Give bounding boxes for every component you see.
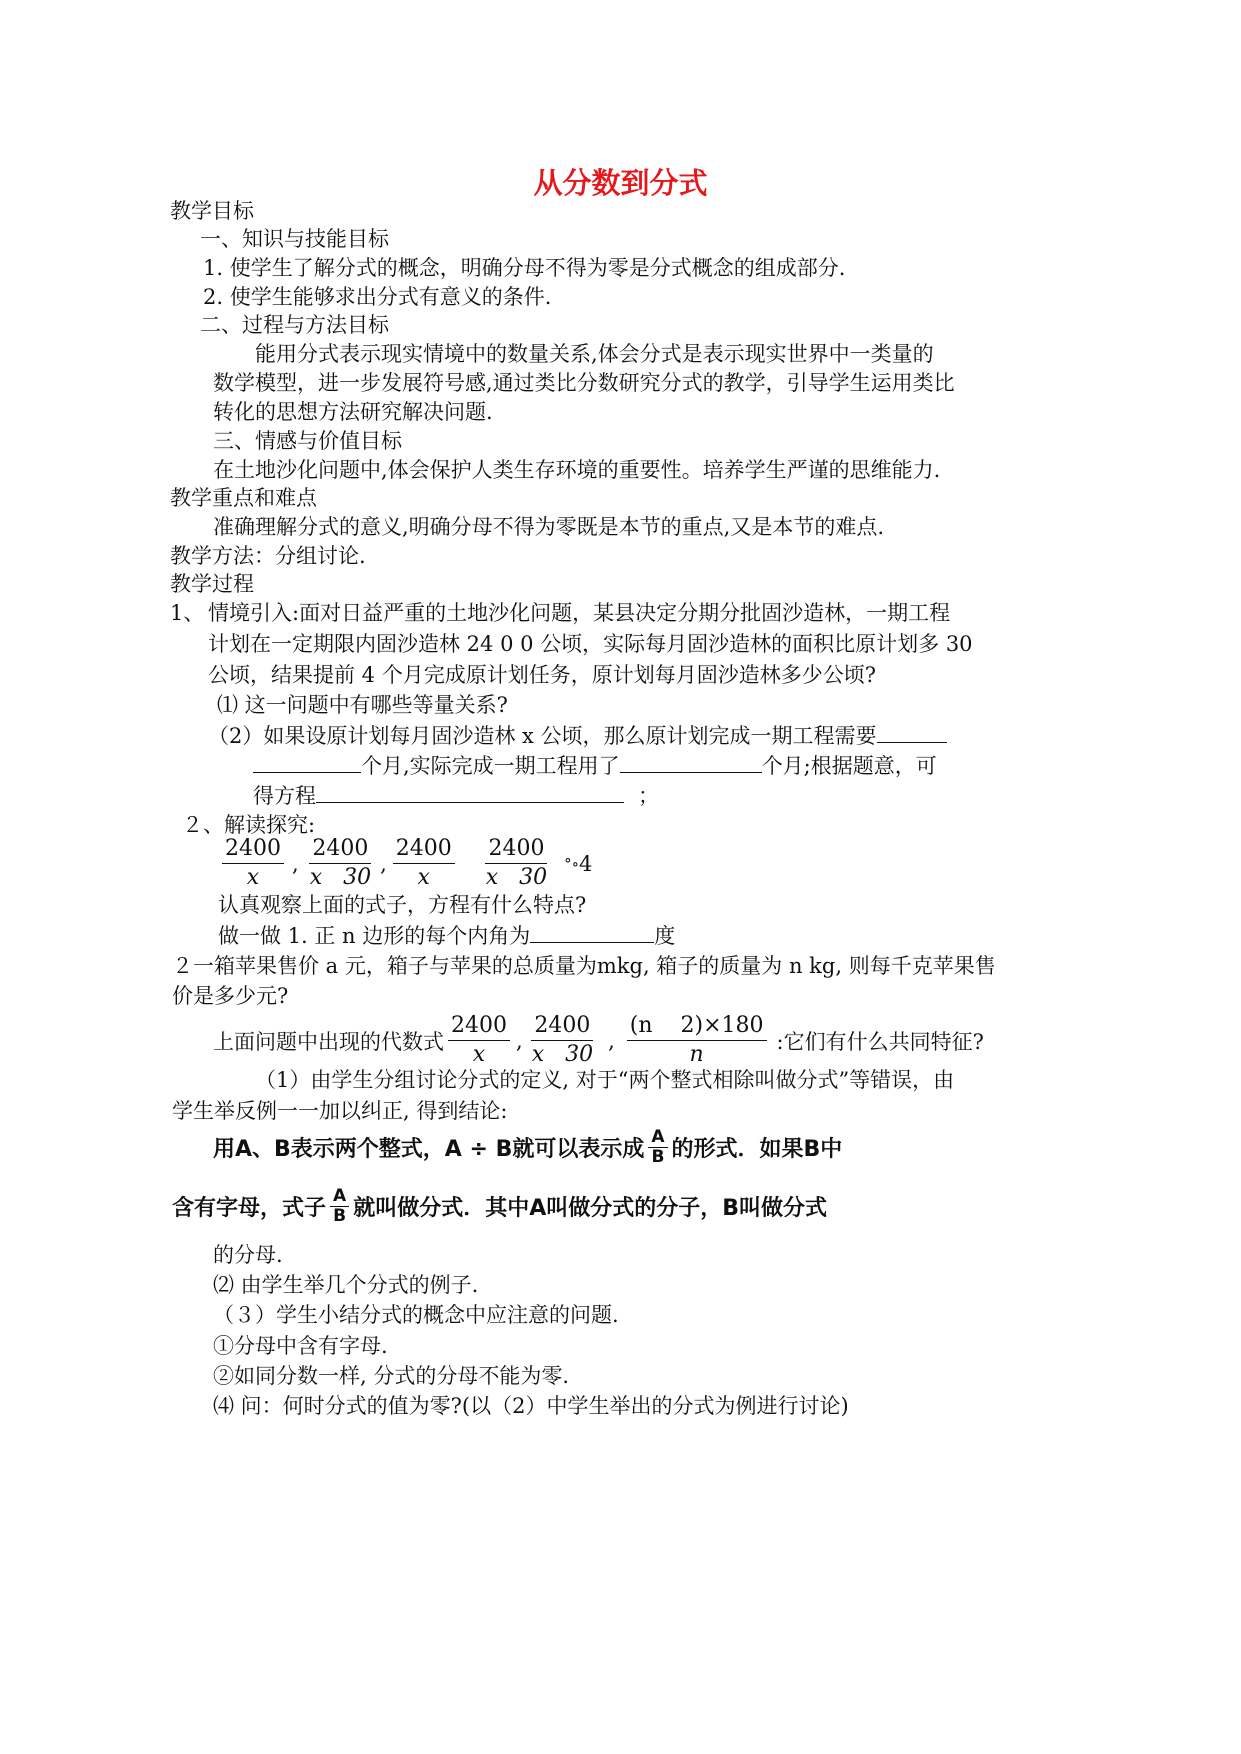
point-2: ⑵ 由学生举几个分式的例子. bbox=[213, 1273, 479, 1297]
question-2-text-a: 个月,实际完成一期工程用了 bbox=[361, 754, 620, 778]
discussion-line-2: 学生举反例一一加以纠正, 得到结论: bbox=[172, 1099, 508, 1123]
expression-fraction-1: $\frac{2400}{x}$ bbox=[448, 1012, 510, 1069]
question-1: ⑴ 这一问题中有哪些等量关系? bbox=[217, 693, 508, 717]
expression-row: 上面问题中出现的代数式 $\frac{2400}{x}$ , $\frac{2400}{x 30}$ , $\frac{(n 2)\times 180}{n}$ :它们有什么共同特征? bbox=[213, 1013, 984, 1067]
expression-fraction-3: $\frac{(n 2)\times 180}{n}$ bbox=[627, 1012, 767, 1069]
answer-blank-1b[interactable] bbox=[253, 750, 361, 773]
section-1-number: 1、 bbox=[170, 601, 205, 625]
concept-note-1: ①分母中含有字母. bbox=[213, 1334, 388, 1358]
fraction-3: $\frac{2400}{x}$ bbox=[393, 835, 455, 892]
definition-line-3: 的分母. bbox=[213, 1243, 283, 1267]
page-title: 从分数到分式 bbox=[533, 166, 708, 200]
definition-line-2: 含有字母，式子 $\frac{A}{B}$ 就叫做分式．其中A叫做分式的分子，B叫做分式 bbox=[172, 1186, 827, 1226]
scenario-line-2: 计划在一定期限内固沙造林 24 0 0 公顷，实际每月固沙造林的面积比原计划多 30 bbox=[208, 632, 973, 656]
focus-heading: 教学重点和难点 bbox=[170, 486, 317, 510]
scenario-line-3: 公顷，结果提前 4 个月完成原计划任务，原计划每月固沙造林多少公顷? bbox=[208, 663, 876, 687]
equation-blank[interactable] bbox=[316, 780, 624, 803]
knowledge-item-2: 2. 使学生能够求出分式有意义的条件. bbox=[203, 285, 552, 309]
question-2-line-3 bbox=[253, 780, 659, 811]
process-heading: 二、过程与方法目标 bbox=[200, 313, 389, 337]
point-3: （３）学生小结分式的概念中应注意的问题. bbox=[213, 1303, 619, 1327]
do-1: 做一做 1. 正 n 边形的每个内角为 度 bbox=[218, 920, 675, 951]
process-section-heading: 教学过程 bbox=[170, 572, 254, 596]
process-text-line-1: 能用分式表示现实情境中的数量关系,体会分式是表示现实世界中一类量的 bbox=[255, 342, 934, 366]
equation-row: $\frac{2400}{x}$ , $\frac{2400}{x 30}$ , $\frac{2400}{x}$ $\frac{2400}{x 30}$ °∘ 4 bbox=[218, 835, 592, 892]
discussion-line-1: （1）由学生分组讨论分式的定义, 对于“两个整式相除叫做分式”等错误，由 bbox=[255, 1068, 955, 1092]
question-2-text: （2）如果设原计划每月固沙造林 x 公顷，那么原计划完成一期工程需要 bbox=[208, 724, 877, 748]
emotion-heading: 三、情感与价值目标 bbox=[213, 429, 402, 453]
emotion-text: 在土地沙化问题中,体会保护人类生存环境的重要性。培养学生严谨的思维能力. bbox=[213, 458, 941, 482]
method-text: 教学方法：分组讨论. bbox=[170, 544, 366, 568]
question-2-line-1 bbox=[208, 720, 947, 751]
knowledge-heading: 一、知识与技能目标 bbox=[200, 227, 389, 251]
point-4: ⑷ 问：何时分式的值为零?(以（2）中学生举出的分式为例进行讨论) bbox=[213, 1394, 849, 1418]
do-2-line-2: 价是多少元? bbox=[172, 984, 289, 1008]
question-2-end: ； bbox=[638, 784, 659, 808]
knowledge-item-1: 1. 使学生了解分式的概念，明确分母不得为零是分式概念的组成部分. bbox=[203, 256, 846, 280]
concept-note-2: ②如同分数一样, 分式的分母不能为零. bbox=[213, 1364, 570, 1388]
process-text-line-3: 转化的思想方法研究解决问题. bbox=[213, 400, 493, 424]
question-2-text-c: 得方程 bbox=[253, 784, 316, 808]
fraction-1: $\frac{2400}{x}$ bbox=[222, 835, 284, 892]
process-text-line-2: 数学模型，进一步发展符号感,通过类比分数研究分式的教学，引导学生运用类比 bbox=[213, 371, 955, 395]
equation-tail: 4 bbox=[579, 851, 593, 876]
definition-line-1: 用A、B表示两个整式，A ÷ B就可以表示成 $\frac{A}{B}$ 的形式．如果B中 bbox=[213, 1127, 843, 1167]
do-2-line-1: ２一箱苹果售价 a 元，箱子与苹果的总质量为mkg, 箱子的质量为 n kg, 则每千克苹果售 bbox=[172, 954, 996, 978]
definition-fraction-2: $\frac{A}{B}$ bbox=[330, 1187, 349, 1226]
answer-blank-1a[interactable] bbox=[877, 720, 947, 743]
fraction-2: $\frac{2400}{x 30}$ bbox=[309, 836, 372, 890]
angle-blank[interactable] bbox=[530, 920, 654, 943]
expression-text-b: :它们有什么共同特征? bbox=[776, 1029, 984, 1054]
expression-text-a: 上面问题中出现的代数式 bbox=[213, 1029, 444, 1054]
observe-text: 认真观察上面的式子，方程有什么特点? bbox=[218, 893, 587, 917]
answer-blank-2[interactable] bbox=[620, 750, 762, 773]
question-2-text-b: 个月;根据题意，可 bbox=[761, 754, 937, 778]
question-2-line-2 bbox=[253, 750, 937, 781]
definition-fraction-1: $\frac{A}{B}$ bbox=[648, 1128, 667, 1167]
expression-fraction-2: $\frac{2400}{x 30}$ bbox=[531, 1013, 594, 1067]
equals-glyph-icon: °∘ bbox=[564, 854, 580, 873]
scenario-line-1: 情境引入:面对日益严重的土地沙化问题，某县决定分期分批固沙造林，一期工程 bbox=[208, 601, 951, 625]
focus-text: 准确理解分式的意义,明确分母不得为零既是本节的重点,又是本节的难点. bbox=[213, 515, 885, 539]
objectives-heading: 教学目标 bbox=[170, 199, 254, 223]
fraction-4: $\frac{2400}{x 30}$ bbox=[485, 836, 548, 890]
section-2-heading: ２、解读探究: bbox=[182, 813, 316, 837]
